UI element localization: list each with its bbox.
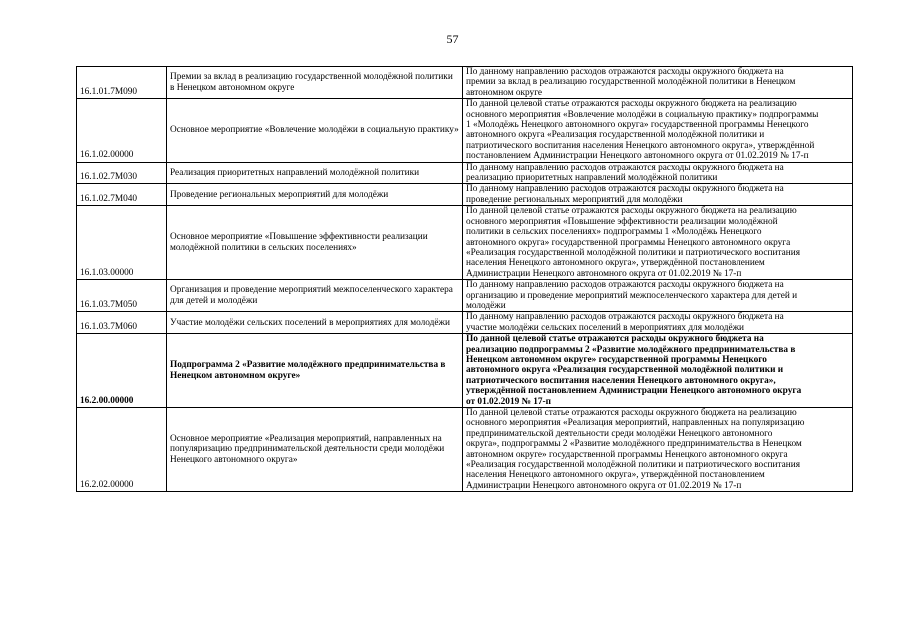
row-code: 16.1.03.7M050 <box>77 280 167 312</box>
row-name: Премии за вклад в реализацию государственной молодёжной политики в Ненецком автономном округе <box>167 67 463 99</box>
page-number: 57 <box>446 32 459 46</box>
row-description: По данному направлению расходов отражаются расходы окружного бюджета на организацию и проведение мероприятий межпоселенческого характера для детей и молодёжи <box>463 280 853 312</box>
row-code: 16.1.02.7M030 <box>77 162 167 184</box>
row-description: По данной целевой статье отражаются расходы окружного бюджета на реализацию основного мероприятия «Повышение эффективности реализации молодёжной политики в сельских поселениях» подпрограммы 1 «Молодёжь Ненецкого автономного округа» государственной программы Ненецкого автономного округа «Реализация государственной молодёжной политики и патриотического воспитания населения Ненецкого автономного округа», утверждённой постановлением Администрации Ненецкого автономного округа от 01.02.2019 № 17-п <box>463 206 853 280</box>
table-row <box>77 162 853 184</box>
row-name: Проведение региональных мероприятий для молодёжи <box>167 184 463 206</box>
table-row <box>77 312 853 334</box>
row-description: По данному направлению расходов отражаются расходы окружного бюджета на премии за вклад в реализацию государственной молодёжной политики в Ненецком автономном округе <box>463 67 853 99</box>
row-description: По данному направлению расходов отражаются расходы окружного бюджета на проведение региональных мероприятий для молодёжи <box>463 184 853 206</box>
table-row <box>77 99 853 162</box>
row-name: Участие молодёжи сельских поселений в мероприятиях для молодёжи <box>167 312 463 334</box>
row-name: Основное мероприятие «Повышение эффективности реализации молодёжной политики в сельских поселениях» <box>167 206 463 280</box>
row-code: 16.2.00.00000 <box>77 334 167 408</box>
row-description: По данному направлению расходов отражаются расходы окружного бюджета на реализацию приоритетных направлений молодёжной политики <box>463 162 853 184</box>
row-code: 16.1.02.00000 <box>77 99 167 162</box>
row-code: 16.1.03.7M060 <box>77 312 167 334</box>
row-description: По данному направлению расходов отражаются расходы окружного бюджета на участие молодёжи сельских поселений в мероприятиях для молодёжи <box>463 312 853 334</box>
table-row <box>77 280 853 312</box>
row-name: Реализация приоритетных направлений молодёжной политики <box>167 162 463 184</box>
table-row <box>77 408 853 492</box>
budget-classification-table <box>76 66 853 492</box>
table-row <box>77 67 853 99</box>
table-row <box>77 184 853 206</box>
row-description: По данной целевой статье отражаются расходы окружного бюджета на реализацию подпрограммы 2 «Развитие молодёжного предпринимательства в Ненецком автономном округе» государственной программы Ненецкого автономного округа «Реализация государственной молодёжной политики и патриотического воспитания населения Ненецкого автономного округа», утверждённой постановлением Администрации Ненецкого автономного округа от 01.02.2019 № 17-п <box>463 334 853 408</box>
row-name: Основное мероприятие «Вовлечение молодёжи в социальную практику» <box>167 99 463 162</box>
table-row <box>77 206 853 280</box>
row-name: Основное мероприятие «Реализация мероприятий, направленных на популяризацию предпринимательской деятельности среди молодёжи Ненецкого автономного округа» <box>167 408 463 492</box>
row-code: 16.1.02.7M040 <box>77 184 167 206</box>
row-code: 16.1.01.7M090 <box>77 67 167 99</box>
row-description: По данной целевой статье отражаются расходы окружного бюджета на реализацию основного мероприятия «Вовлечение молодёжи в социальную практику» подпрограммы 1 «Молодёжь Ненецкого автономного округа» государственной программы Ненецкого автономного округа «Реализация государственной молодёжной политики и патриотического воспитания населения Ненецкого автономного округа», утверждённой постановлением Администрации Ненецкого автономного округа от 01.02.2019 № 17-п <box>463 99 853 162</box>
row-name: Подпрограмма 2 «Развитие молодёжного предпринимательства в Ненецком автономном округе» <box>167 334 463 408</box>
row-name: Организация и проведение мероприятий межпоселенческого характера для детей и молодёжи <box>167 280 463 312</box>
row-code: 16.2.02.00000 <box>77 408 167 492</box>
row-code: 16.1.03.00000 <box>77 206 167 280</box>
table-row-subprogram <box>77 334 853 408</box>
row-description: По данной целевой статье отражаются расходы окружного бюджета на реализацию основного мероприятия «Реализация мероприятий, направленных на популяризацию предпринимательской деятельности среди молодёжи Ненецкого автономного округа», подпрограммы 2 «Развитие молодёжного предпринимательства в Ненецком автономном округе» государственной программы Ненецкого автономного округа «Реализация государственной молодёжной политики и патриотического воспитания населения Ненецкого автономного округа», утверждённой постановлением Администрации Ненецкого автономного округа от 01.02.2019 № 17-п <box>463 408 853 492</box>
